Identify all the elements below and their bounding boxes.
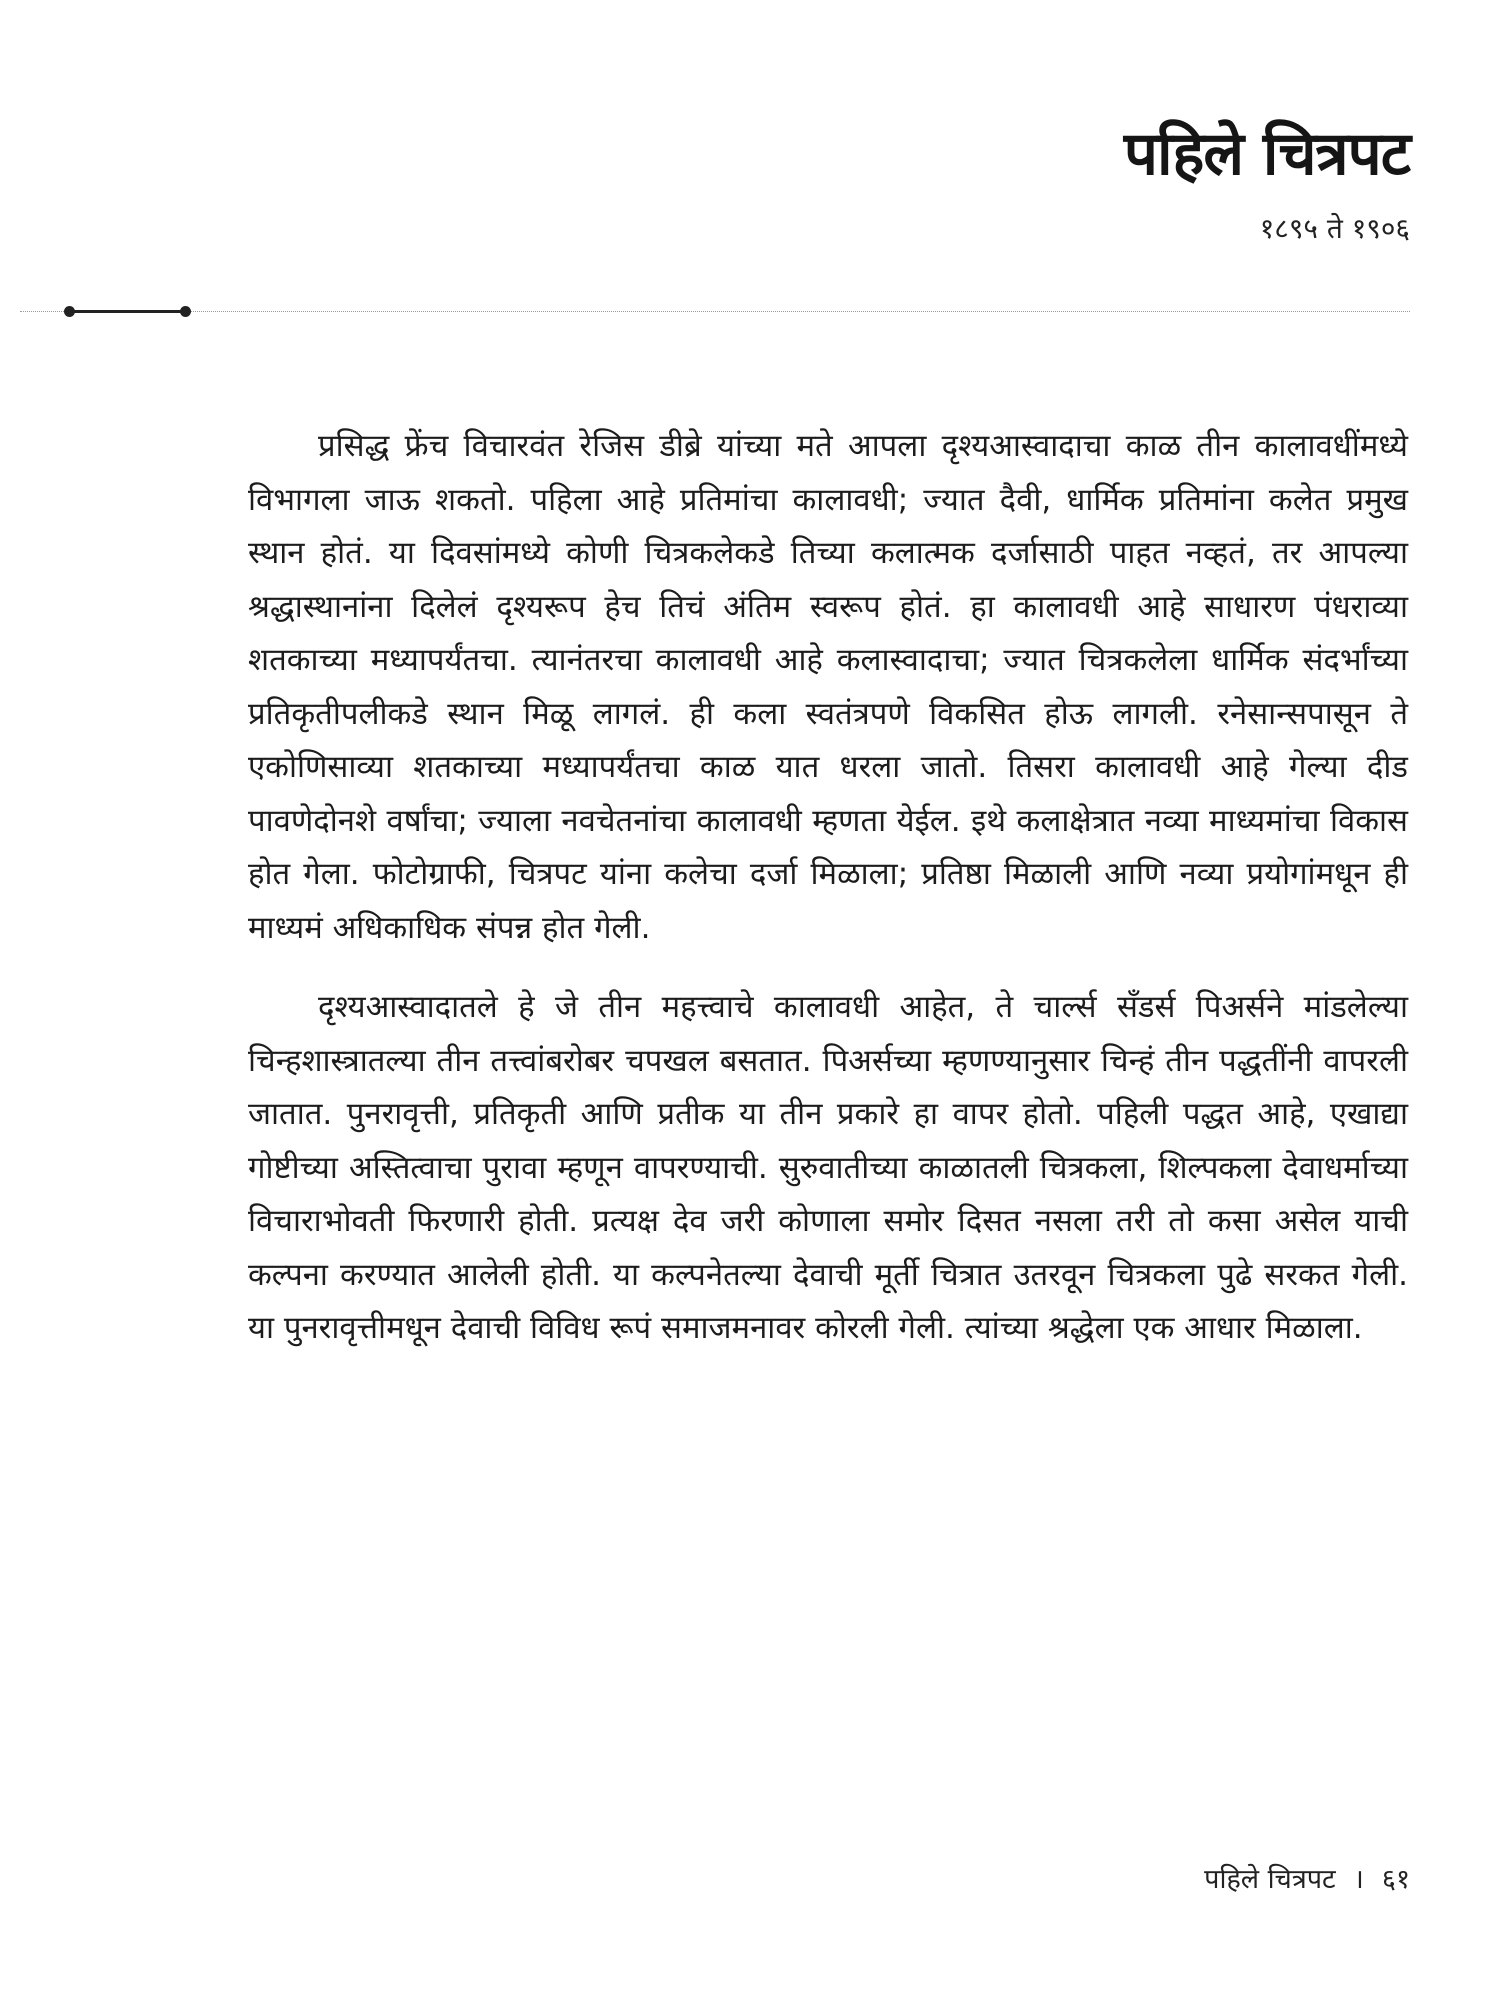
solid-rule-segment [70,310,186,313]
page-number: ६१ [1381,1864,1410,1895]
page-footer [1204,1864,1410,1896]
page-subtitle-years: १८९५ ते १९०६ [1259,212,1410,245]
header-divider [0,306,1500,318]
rule-dot-left [64,306,75,317]
dotted-rule [20,311,1410,312]
page-title: पहिले चित्रपट [1123,119,1410,189]
rule-dot-right [180,306,191,317]
paragraph-2: दृश्यआस्वादातले हे जे तीन महत्त्वाचे कालावधी आहेत, ते चार्ल्स सँडर्स पिअर्सने मांडलेल्या चिन्हशास्त्रातल्या तीन तत्त्वांबरोबर चपखल बसतात. पिअर्सच्या म्हणण्यानुसार चिन्हं तीन पद्धतींनी वापरली जातात. पुनरावृत्ती, प्रतिकृती आणि प्रतीक या तीन प्रकारे हा वापर होतो. पहिली पद्धत आहे, एखाद्या गोष्टीच्या अस्तित्वाचा पुरावा म्हणून वापरण्याची. सुरुवातीच्या काळातली चित्रकला, शिल्पकला देवाधर्माच्या विचाराभोवती फिरणारी होती. प्रत्यक्ष देव जरी कोणाला समोर दिसत नसला तरी तो कसा असेल याची कल्पना करण्यात आलेली होती. या कल्पनेतल्या देवाची मूर्ती चित्रात उतरवून चित्रकला पुढे सरकत गेली. या पुनरावृत्तीमधून देवाची विविध रूपं समाजमनावर कोरली गेली. त्यांच्या श्रद्धेला एक आधार मिळाला. [248,989,1408,1346]
body-text [248,420,1408,1382]
running-title: पहिले चित्रपट [1204,1864,1336,1895]
paragraph-1: प्रसिद्ध फ्रेंच विचारवंत रेजिस डीब्रे यांच्या मते आपला दृश्यआस्वादाचा काळ तीन कालावधींमध्ये विभागला जाऊ शकतो. पहिला आहे प्रतिमांचा कालावधी; ज्यात दैवी, धार्मिक प्रतिमांना कलेत प्रमुख स्थान होतं. या दिवसांमध्ये कोणी चित्रकलेकडे तिच्या कलात्मक दर्जासाठी पाहत नव्हतं, तर आपल्या श्रद्धास्थानांना दिलेलं दृश्यरूप हेच तिचं अंतिम स्वरूप होतं. हा कालावधी आहे साधारण पंधराव्या शतकाच्या मध्यापर्यंतचा. त्यानंतरचा कालावधी आहे कलास्वादाचा; ज्यात चित्रकलेला धार्मिक संदर्भांच्या प्रतिकृतीपलीकडे स्थान मिळू लागलं. ही कला स्वतंत्रपणे विकसित होऊ लागली. रनेसान्सपासून ते एकोणिसाव्या शतकाच्या मध्यापर्यंतचा काळ यात धरला जातो. तिसरा कालावधी आहे गेल्या दीड पावणेदोनशे वर्षांचा; ज्याला नवचेतनांचा कालावधी म्हणता येईल. इथे कलाक्षेत्रात नव्या माध्यमांचा विकास होत गेला. फोटोग्राफी, चित्रपट यांना कलेचा दर्जा मिळाला; प्रतिष्ठा मिळाली आणि नव्या प्रयोगांमधून ही माध्यमं अधिकाधिक संपन्न होत गेली. [248,428,1408,946]
footer-separator: । [1353,1864,1364,1895]
